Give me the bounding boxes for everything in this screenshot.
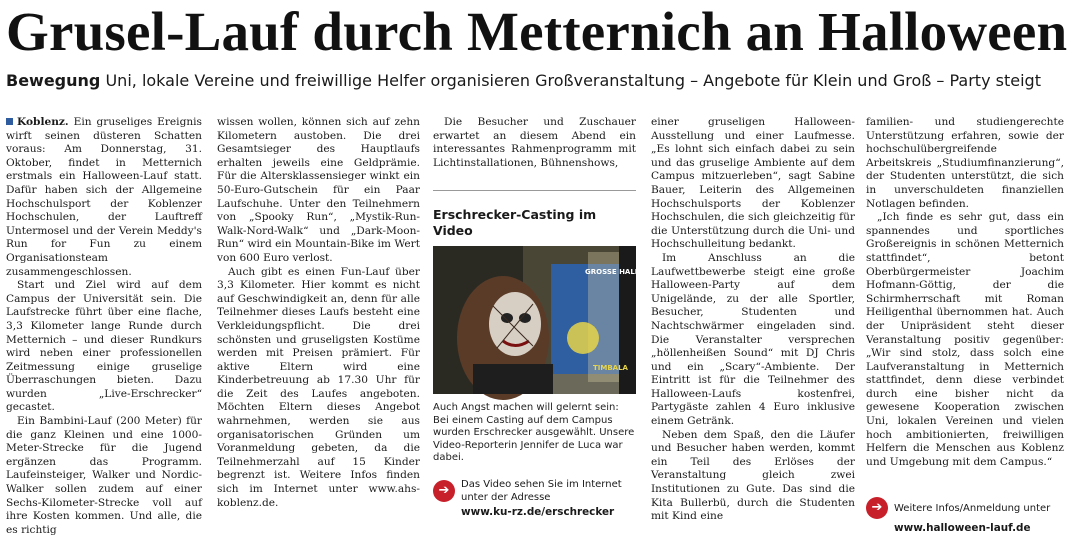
- video-promo[interactable]: [433, 479, 636, 518]
- subheadline: [6, 70, 1064, 92]
- paragraph: Im Anschluss an die Laufwettbewerbe steigt eine große Halloween-Party auf dem Unigelände, zu der alle Sportler, Besucher, Studenten und Nachtschwärmer eingeladen sind. Die Veranstalter versprechen „höllenheißen Sound“ mit DJ Chris und ein „Scary“-Ambiente. Der Eintritt ist für die Teilnehmer des Halloween-Laufs kostenfrei, Partygäste zahlen 4 Euro inklusive einem Getränk.: [651, 251, 855, 428]
- paragraph-text: Ein gruseliges Ereignis wirft seinen düsteren Schatten voraus: Am Donnerstag, 31. Oktober, findet in Metternich erstmals ein Halloween-Lauf statt. Dafür haben sich der Allgemeine Hochschulsport der Koblenzer Hochschulen, der Lauftreff Untermosel und der Verein Meddy's Run for Fun zu einem Organisationsteam zusammengeschlossen.: [6, 116, 202, 278]
- info-text: Weitere Infos/Anmeldung unter: [894, 503, 1051, 514]
- article-column-3: [433, 116, 636, 170]
- subhead-kicker: Bewegung: [6, 71, 101, 90]
- arrow-right-circle-icon: ➔: [433, 480, 455, 502]
- paragraph: Neben dem Spaß, den die Läufer und Besucher haben werden, kommt ein Teil des Erlöses der Veranstaltung gleich zwei Institutionen zu Gute. Das sind die Kita Bullerbü, durch die Studenten mit Kind eine: [651, 428, 855, 523]
- photo-sign: GROSSE HALLOWE: [585, 268, 658, 276]
- photo-sign-2: TIMBALA: [593, 364, 628, 372]
- paragraph: Die Besucher und Zuschauer erwartet an diesem Abend ein interessantes Rahmenprogramm mit Lichtinstallationen, Bühnenshows,: [433, 116, 636, 169]
- subhead-text: Uni, lokale Vereine und freiwillige Helfer organisieren Großveranstaltung – Angebote für Klein und Groß – Party steigt: [105, 71, 1041, 90]
- paragraph: wissen wollen, können sich auf zehn Kilometern austoben. Die drei Gesamtsieger des Hauptlaufs erhalten jeweils eine Geldprämie. Für die Altersklassensieger winkt ein 50-Euro-Gutschein für ein Paar Laufschuhe. Unter den Teilnehmern von „Spooky Run“, „Mystik-Run-Walk-Nord-Walk“ und „Dark-Moon-Run“ wird ein Mountain-Bike im Wert von 600 Euro verlost.: [217, 116, 420, 264]
- paragraph: „Ich finde es sehr gut, dass ein spannendes und sportliches Großereignis in schönen Metternich stattfindet“, betont Oberbürgermeister Joachim Hofmann-Göttig, der die Schirmherrschaft mit Roman Heiligenthal übernommen hat. Auch der Unipräsident steht dieser Veranstaltung positiv gegenüber: „Wir sind stolz, dass solch eine Laufveranstaltung in Metternich stattfindet, denn diese verbindet durch eine bisher nicht da gewesene Kooperation zwischen Uni, lokalen Vereinen und vielen hoch ambitionierten, freiwilligen Helfern die Menschen aus Koblenz und Umgebung mit dem Campus.“: [866, 211, 1064, 468]
- paragraph: [6, 116, 202, 279]
- paragraph: einer gruseligen Halloween-Ausstellung und einer Laufmesse. „Es lohnt sich einfach dabei zu sein und das gruselige Ambiente auf dem Campus mitzuerleben“, sagt Sabine Bauer, Leiterin des Allgemeinen Hochschulsports der Koblenzer Hochschulen, die sich gleichzeitig für die Unterstützung durch die Uni- und Hochschulleitung bedankt.: [651, 116, 855, 251]
- paragraph: Ein Bambini-Lauf (200 Meter) für die ganz Kleinen und eine 1000-Meter-Strecke für die Jugend ergänzen das Programm. Laufeinsteiger, Walker und Nordic-Walker sollen zudem auf einer Sechs-Kilometer-Strecke voll auf ihre Kosten kommen. Und alle, die es richtig: [6, 415, 202, 536]
- arrow-right-circle-icon: ➔: [866, 497, 888, 519]
- video-link[interactable]: www.ku-rz.de/erschrecker: [461, 506, 615, 519]
- video-photo[interactable]: [433, 246, 658, 394]
- dateline: Koblenz.: [17, 116, 69, 128]
- article-column-1: [6, 116, 202, 537]
- photo-caption: Auch Angst machen will gelernt sein: Bei einem Casting auf dem Campus wurden Erschrecker ausgewählt. Unsere Video-Reporterin Jennifer de Luca war dabei.: [433, 402, 635, 464]
- article-column-2: [217, 116, 420, 510]
- paragraph: Auch gibt es einen Fun-Lauf über 3,3 Kilometer. Hier kommt es nicht auf Geschwindigkeit an, denn für alle Teilnehmer dieses Laufs besteht eine Verkleidungspflicht. Die drei schönsten und gruseligsten Kostüme werden mit Preisen prämiert. Für aktive Eltern wird eine Kinderbetreuung ab 17.30 Uhr für die Zeit des Laufes angeboten. Möchten Eltern dieses Angebot wahrnehmen, werden sie aus organisatorischen Gründen um Voranmeldung gebeten, da die Teilnehmerzahl auf 15 Kinder begrenzt ist. Weitere Infos finden sich im Internet unter www.ahs-koblenz.de.: [217, 265, 420, 509]
- dateline-square-icon: [6, 118, 13, 125]
- video-teaser: [433, 190, 658, 519]
- article-column-5: [866, 116, 1064, 469]
- video-title: Erschrecker-Casting im Video: [433, 207, 597, 238]
- info-link[interactable]: www.halloween-lauf.de: [894, 521, 1031, 534]
- headline: Grusel-Lauf durch Metternich an Halloween: [6, 1, 1067, 62]
- article-column-4: [651, 116, 855, 524]
- paragraph: familien- und studiengerechte Unterstützung erfahren, sowie der hochschulübergreifende Arbeitskreis „Studiumfinanzierung“, der Studenten unterstützt, die sich in unverschuldeten finanziellen Notlagen befinden.: [866, 116, 1064, 210]
- promo-text: Das Video sehen Sie im Internet unter der Adresse: [461, 478, 622, 503]
- paragraph: Start und Ziel wird auf dem Campus der Universität sein. Die Laufstrecke führt über eine flache, 3,3 Kilometer lange Runde durch Metternich – und dieser Rundkurs wird neben einer professionellen Zeitmessung einige gruselige Überraschungen bieten. Dazu wurden „Live-Erschrecker“ gecastet.: [6, 279, 202, 414]
- info-promo[interactable]: [866, 496, 1064, 535]
